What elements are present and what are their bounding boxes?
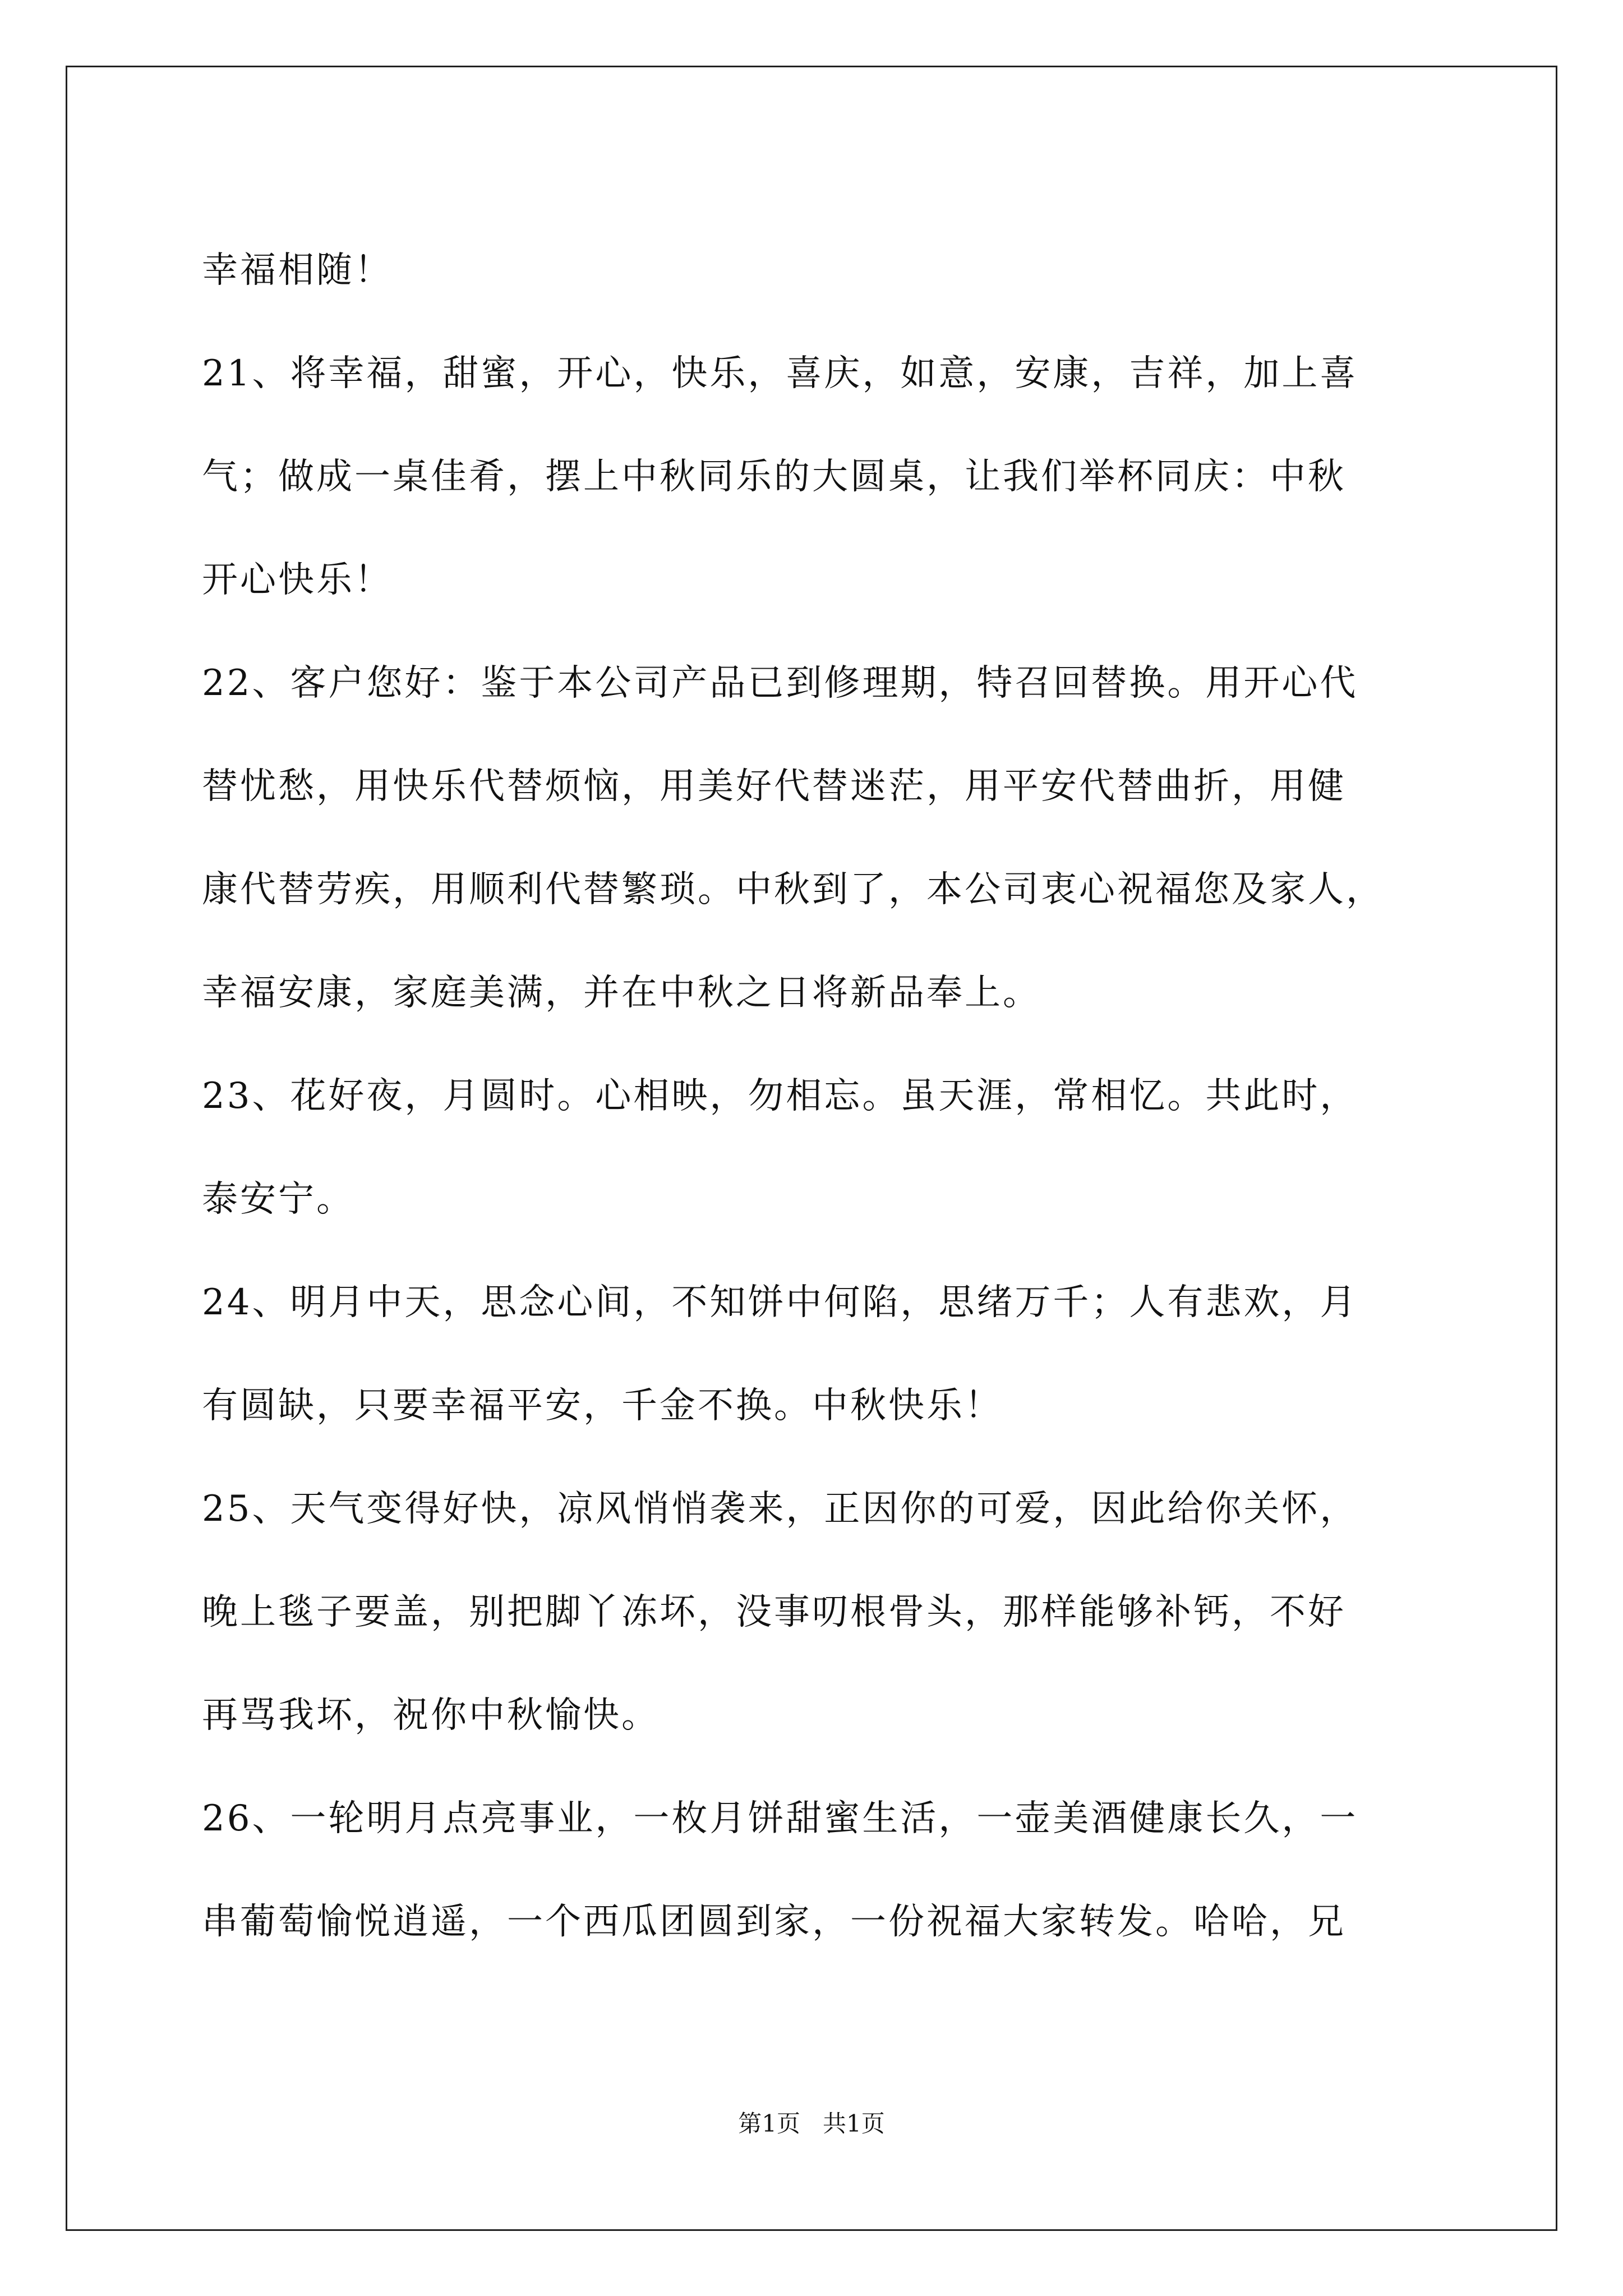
text-line: 21、将幸福，甜蜜，开心，快乐，喜庆，如意，安康，吉祥，加上喜: [202, 353, 1358, 394]
text-line: 幸福相随！: [202, 250, 393, 291]
text-line: 22、客户您好：鉴于本公司产品已到修理期，特召回替换。用开心代: [202, 662, 1358, 704]
text-line: 23、花好夜，月圆时。心相映，勿相忘。虽天涯，常相忆。共此时，: [202, 1075, 1358, 1117]
text-line: 25、天气变得好快，凉风悄悄袭来，正因你的可爱，因此给你关怀，: [202, 1488, 1358, 1530]
page-total: 共1页: [823, 2110, 885, 2137]
text-line: 替忧愁，用快乐代替烦恼，用美好代替迷茫，用平安代替曲折，用健: [202, 766, 1346, 807]
document-body: [202, 219, 1436, 1973]
page-number: 第1页: [738, 2110, 800, 2137]
text-line: 26、一轮明月点亮事业，一枚月饼甜蜜生活，一壶美酒健康长久，一: [202, 1798, 1358, 1839]
footer-spacer: [800, 2110, 823, 2137]
text-line: 幸福安康，家庭美满，并在中秋之日将新品奉上。: [202, 972, 1041, 1014]
text-line: 晚上毯子要盖，别把脚丫冻坏，没事叨根骨头，那样能够补钙，不好: [202, 1591, 1346, 1633]
text-line: 泰安宁。: [202, 1179, 354, 1220]
text-line: 串葡萄愉悦逍遥，一个西瓜团圆到家，一份祝福大家转发。哈哈，兄: [202, 1901, 1346, 1943]
text-line: 开心快乐！: [202, 559, 393, 601]
text-line: 有圆缺，只要幸福平安，千金不换。中秋快乐！: [202, 1385, 1003, 1427]
text-line: 康代替劳疾，用顺利代替繁琐。中秋到了，本公司衷心祝福您及家人，: [202, 869, 1384, 910]
text-line: 再骂我坏，祝你中秋愉快。: [202, 1695, 660, 1736]
page-footer: [0, 2105, 1623, 2139]
text-line: 24、明月中天，思念心间，不知饼中何陷，思绪万千；人有悲欢，月: [202, 1282, 1358, 1323]
text-line: 气；做成一桌佳肴，摆上中秋同乐的大圆桌，让我们举杯同庆：中秋: [202, 456, 1346, 498]
